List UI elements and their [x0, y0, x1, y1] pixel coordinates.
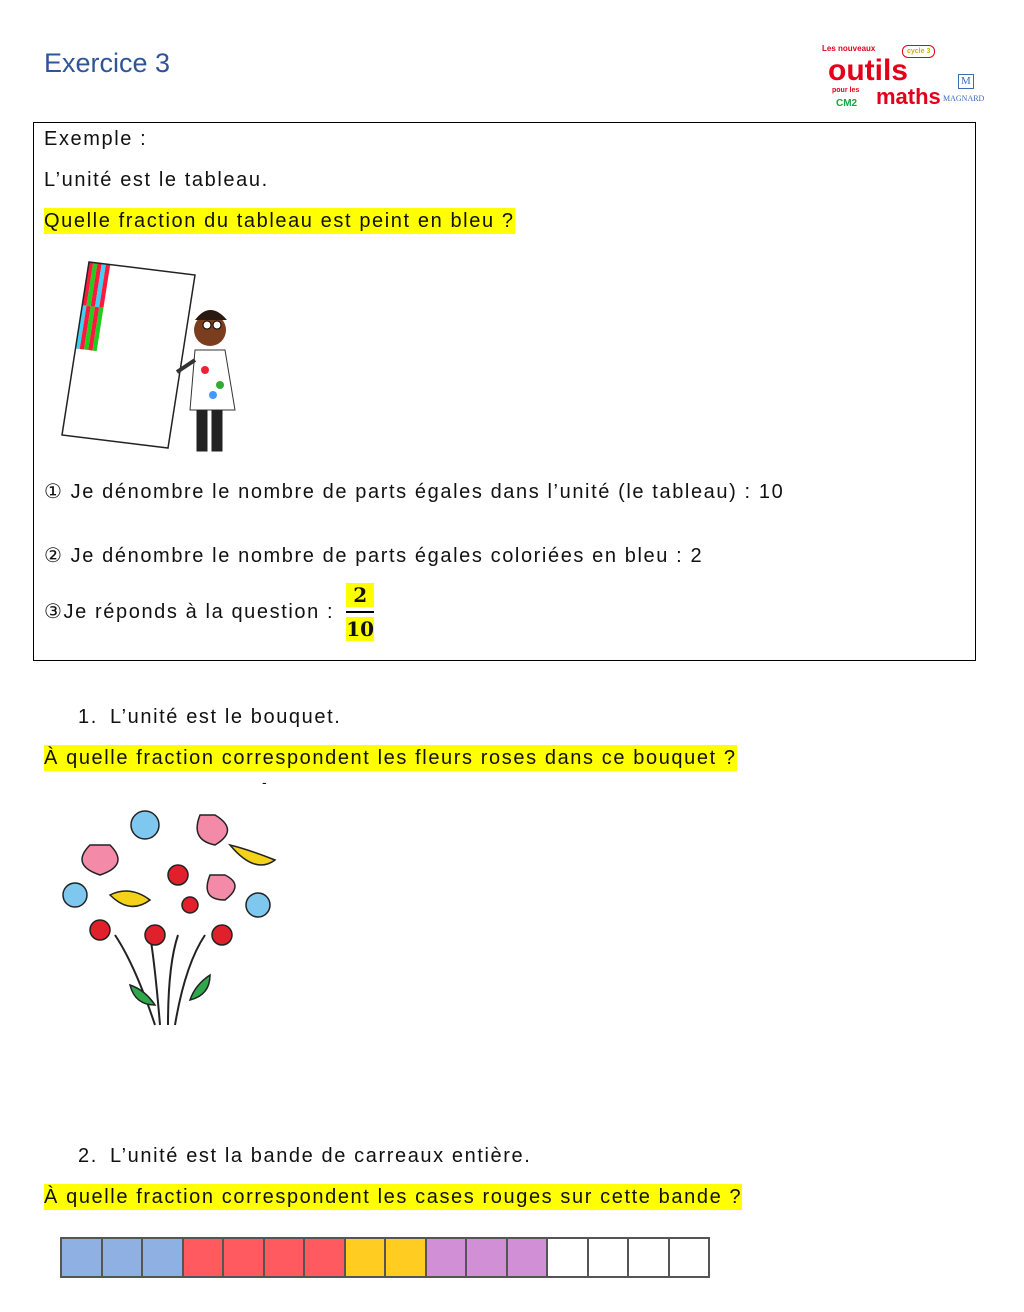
q1-unit: L’unité est le bouquet. — [110, 706, 342, 728]
tile-strip — [60, 1237, 710, 1278]
step-1: ① Je dénombre le nombre de parts égales dans l’unité (le tableau) : 10 — [44, 481, 785, 503]
logo-cycle: cycle 3 — [902, 45, 935, 58]
strip-tile — [508, 1239, 549, 1276]
denominator: 10 — [346, 617, 375, 641]
q1-question: À quelle fraction correspondent les fleurs roses dans ce bouquet ? — [44, 747, 737, 769]
strip-tile — [224, 1239, 265, 1276]
strip-tile — [548, 1239, 589, 1276]
q1-heading — [78, 704, 341, 730]
logo-line2: pour les — [832, 87, 860, 94]
example-question: Quelle fraction du tableau est peint en bleu ? — [44, 210, 515, 232]
strip-tile — [62, 1239, 103, 1276]
exercise-title: Exercice 3 — [44, 48, 171, 78]
painting-image — [76, 262, 111, 351]
strip-tile — [629, 1239, 670, 1276]
bouquet-illustration — [50, 795, 290, 1035]
q2-heading — [78, 1143, 531, 1169]
logo-grade: CM2 — [836, 98, 858, 109]
q1-number: 1. — [78, 706, 98, 728]
strip-tile — [386, 1239, 427, 1276]
q2-unit: L’unité est la bande de carreaux entière. — [110, 1145, 532, 1167]
q2-question: À quelle fraction correspondent les cases rouges sur cette bande ? — [44, 1186, 743, 1208]
strip-tile — [467, 1239, 508, 1276]
strip-tile — [346, 1239, 387, 1276]
q1-dash: - — [262, 774, 269, 790]
fraction-bar — [346, 611, 374, 613]
strip-tile — [670, 1239, 709, 1276]
answer-fraction — [346, 583, 374, 641]
step-3-row — [44, 583, 374, 641]
publisher-mark: M — [958, 74, 974, 89]
strip-tile — [103, 1239, 144, 1276]
logo-word1: outils — [828, 54, 908, 87]
example-unit: L’unité est le tableau. — [44, 169, 269, 191]
strip-tile — [305, 1239, 346, 1276]
publisher-name: MAGNARD — [943, 94, 985, 103]
step-2: ② Je dénombre le nombre de parts égales coloriées en bleu : 2 — [44, 545, 704, 567]
strip-tile — [265, 1239, 306, 1276]
logo-word2: maths — [876, 84, 941, 109]
strip-tile — [143, 1239, 184, 1276]
strip-tile — [184, 1239, 225, 1276]
numerator: 2 — [346, 583, 374, 607]
outils-maths-logo — [822, 44, 992, 114]
painter-illustration — [55, 255, 250, 460]
logo-line1: Les nouveaux — [822, 44, 876, 53]
example-label: Exemple : — [44, 128, 148, 150]
strip-tile — [427, 1239, 468, 1276]
step-3: ③Je réponds à la question : — [44, 601, 335, 623]
q2-number: 2. — [78, 1145, 98, 1167]
strip-tile — [589, 1239, 630, 1276]
